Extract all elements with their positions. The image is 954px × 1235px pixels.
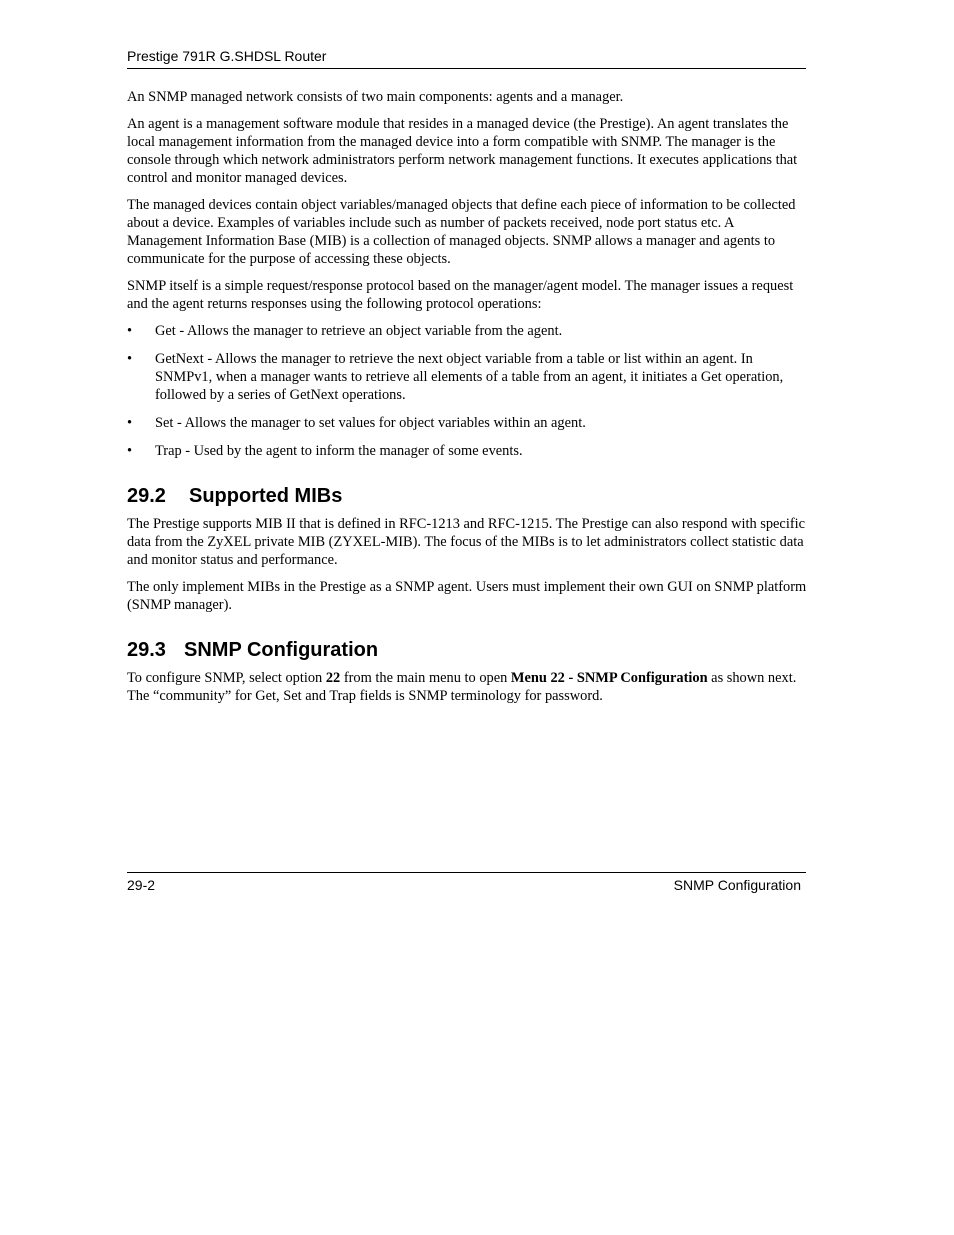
config-paragraph-1 [127, 669, 807, 705]
section-title: SNMP Configuration [184, 639, 379, 661]
intro-paragraph-3: The managed devices contain object variables/managed objects that define each piece of information to be collected about a device. Examples of variables include such as number of packets received, node port status etc. A Management Information Base (MIB) is a collection of managed objects. SNMP allows a manager and agents to communicate for the purpose of accessing these objects. [127, 197, 796, 267]
page-body [127, 88, 807, 714]
page-header [127, 47, 806, 69]
config-text-part: as shown next. The “community” for Get, Set and Trap fields is SNMP terminology for password. [127, 670, 797, 704]
list-item [127, 414, 807, 432]
config-text-part: from the main menu to open [340, 670, 511, 686]
bullet-icon: • [127, 323, 133, 339]
page-footer [127, 872, 806, 894]
list-item [127, 350, 807, 404]
header-title: Prestige 791R G.SHDSL Router [127, 48, 327, 64]
config-text-part: To configure SNMP, select option [127, 670, 326, 686]
bullet-icon: • [127, 415, 133, 431]
list-item [127, 322, 807, 340]
menu-name: Menu 22 - SNMP Configuration [510, 670, 708, 686]
list-item-text: Get - Allows the manager to retrieve an object variable from the agent. [155, 323, 563, 339]
section-number: 29.3 [127, 639, 166, 661]
list-item-text: GetNext - Allows the manager to retrieve the next object variable from a table or list within an agent. In SNMPv1, when a manager wants to retrieve all elements of a table from an agent, it initiates a Get operation, followed by a series of GetNext operations. [155, 351, 784, 403]
section-heading-snmp-configuration [127, 638, 807, 662]
list-item-text: Set - Allows the manager to set values for object variables within an agent. [155, 415, 586, 431]
section-number: 29.2 [127, 485, 166, 507]
mibs-paragraph-1: The Prestige supports MIB II that is defined in RFC-1213 and RFC-1215. The Prestige can also respond with specific data from the ZyXEL private MIB (ZYXEL-MIB). The focus of the MIBs is to let administrators collect statistic data and monitor status and performance. [127, 516, 805, 568]
intro-paragraph-2: An agent is a management software module that resides in a managed device (the Prestige). An agent translates the local management information from the managed device into a form compatible with SNMP. The manager is the console through which network administrators perform network management functions. It executes applications that control and monitor managed devices. [127, 116, 798, 186]
mibs-paragraph-2: The only implement MIBs in the Prestige as a SNMP agent. Users must implement their own GUI on SNMP platform (SNMP manager). [127, 579, 807, 613]
page-number: 29-2 [127, 877, 156, 893]
intro-paragraph-4: SNMP itself is a simple request/response protocol based on the manager/agent model. The manager issues a request and the agent returns responses using the following protocol operations: [127, 278, 794, 312]
section-heading-supported-mibs [127, 484, 807, 508]
chapter-name: SNMP Configuration [673, 877, 801, 893]
list-item [127, 442, 807, 460]
menu-option-number: 22 [325, 670, 341, 686]
section-title: Supported MIBs [189, 485, 343, 507]
protocol-operations-list [127, 322, 807, 460]
bullet-icon: • [127, 351, 133, 367]
intro-paragraph-1: An SNMP managed network consists of two main components: agents and a manager. [127, 89, 624, 105]
list-item-text: Trap - Used by the agent to inform the manager of some events. [155, 443, 523, 459]
bullet-icon: • [127, 443, 133, 459]
